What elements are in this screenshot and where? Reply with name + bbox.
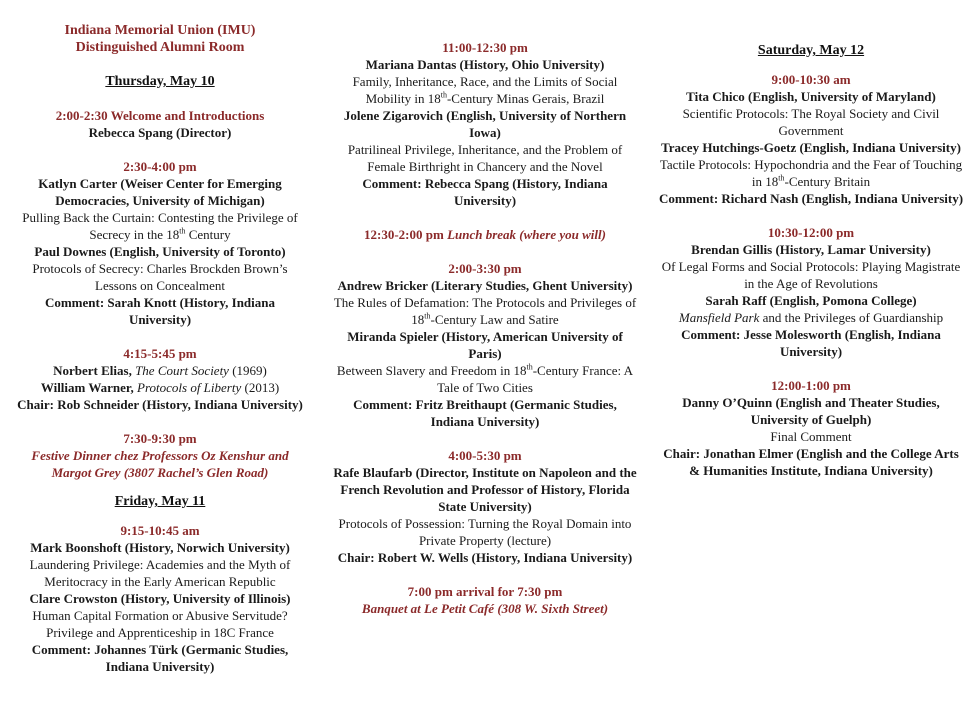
reading-item: Norbert Elias, The Court Society (1969) xyxy=(53,363,267,378)
session-thursday-welcome xyxy=(14,107,306,141)
event-friday-banquet xyxy=(332,583,638,617)
paper-title: Human Capital Formation or Abusive Servitude? Privilege and Apprenticeship in 18C France xyxy=(32,608,288,640)
paper-title: Family, Inheritance, Race, and the Limits of Social Mobility in 18th-Century Minas Gerais, Brazil xyxy=(352,74,618,106)
paper-title: Between Slavery and Freedom in 18th-Century France: A Tale of Two Cities xyxy=(336,362,634,395)
paper-title: The Rules of Defamation: The Protocols and Privileges of 18th-Century Law and Satire xyxy=(333,295,637,327)
session-chair: Chair: Jonathan Elmer (English and the College Arts & Humanities Institute, Indiana University) xyxy=(663,446,959,478)
speaker-name: Paul Downes (English, University of Toronto) xyxy=(34,244,286,259)
paper-title: Final Comment xyxy=(770,429,852,444)
speaker-name: Rebecca Spang (Director) xyxy=(88,125,232,140)
event-thursday-dinner xyxy=(14,430,306,481)
session-chair: Chair: Robert W. Wells (History, Indiana University) xyxy=(337,550,633,565)
session-time: 2:00-3:30 pm xyxy=(448,261,522,276)
event-description: Festive Dinner chez Professors Oz Kenshur and Margot Grey (3807 Rachel’s Glen Road) xyxy=(31,448,289,480)
paper-title: Of Legal Forms and Social Protocols: Playing Magistrate in the Age of Revolutions xyxy=(661,259,961,291)
speaker-name: Rafe Blaufarb (Director, Institute on Napoleon and the French Revolution and Professor of History, Florida State University) xyxy=(333,465,637,514)
speaker-name: Clare Crowston (History, University of Illinois) xyxy=(29,591,291,606)
session-comment: Comment: Richard Nash (English, Indiana University) xyxy=(658,191,964,206)
column-2 xyxy=(332,39,638,617)
session-comment: Comment: Jesse Molesworth (English, Indiana University) xyxy=(681,327,941,359)
event-description: Banquet at Le Petit Café (308 W. Sixth Street) xyxy=(361,601,609,616)
speaker-name: Andrew Bricker (Literary Studies, Ghent University) xyxy=(337,278,633,293)
venue-name: Indiana Memorial Union (IMU) xyxy=(64,23,256,38)
speaker-name: Brendan Gillis (History, Lamar University) xyxy=(691,242,931,257)
session-time: 7:30-9:30 pm xyxy=(123,431,197,446)
paper-title: Protocols of Possession: Turning the Royal Domain into Private Property (lecture) xyxy=(338,516,632,548)
session-friday-1 xyxy=(14,522,306,675)
speaker-name: Tita Chico (English, University of Maryland) xyxy=(686,89,936,104)
session-comment: Comment: Fritz Breithaupt (Germanic Studies, Indiana University) xyxy=(353,397,617,429)
lunch-line: 12:30-2:00 pm Lunch break (where you will) xyxy=(364,227,606,242)
paper-title: Tactile Protocols: Hypochondria and the Fear of Touching in 18th-Century Britain xyxy=(659,157,963,189)
speaker-name: Sarah Raff (English, Pomona College) xyxy=(705,293,917,308)
session-friday-4 xyxy=(332,447,638,566)
session-saturday-3 xyxy=(658,377,964,479)
session-thursday-2 xyxy=(14,345,306,413)
session-time: 2:00-2:30 Welcome and Introductions xyxy=(55,108,265,123)
speaker-name: Danny O’Quinn (English and Theater Studies, University of Guelph) xyxy=(682,395,940,427)
speaker-name: Katlyn Carter (Weiser Center for Emerging Democracies, University of Michigan) xyxy=(38,176,282,208)
event-friday-lunch xyxy=(332,226,638,243)
session-time: 12:00-1:00 pm xyxy=(771,378,851,393)
session-comment: Comment: Sarah Knott (History, Indiana University) xyxy=(44,295,276,327)
column-3 xyxy=(658,42,964,479)
paper-title: Pulling Back the Curtain: Contesting the Privilege of Secrecy in the 18th Century xyxy=(22,210,298,242)
speaker-name: Tracey Hutchings-Goetz (English, Indiana University) xyxy=(661,140,961,155)
reading-item: William Warner, Protocols of Liberty (2013) xyxy=(40,380,280,395)
session-time: 9:15-10:45 am xyxy=(120,523,200,538)
session-time: 7:00 pm arrival for 7:30 pm xyxy=(407,584,563,599)
session-time: 4:00-5:30 pm xyxy=(448,448,522,463)
session-time: 2:30-4:00 pm xyxy=(123,159,197,174)
session-time: 9:00-10:30 am xyxy=(771,72,851,87)
session-comment: Comment: Johannes Türk (Germanic Studies, Indiana University) xyxy=(31,642,289,674)
paper-title: Patrilineal Privilege, Inheritance, and the Problem of Female Birthright in Chancery and the Novel xyxy=(347,142,623,174)
session-time: 11:00-12:30 pm xyxy=(442,40,528,55)
speaker-name: Mariana Dantas (History, Ohio University) xyxy=(365,57,605,72)
session-comment: Comment: Rebecca Spang (History, Indiana University) xyxy=(362,176,608,208)
session-time: 4:15-5:45 pm xyxy=(123,346,197,361)
session-friday-3 xyxy=(332,260,638,430)
paper-title: Laundering Privilege: Academies and the Myth of Meritocracy in the Early American Republic xyxy=(29,557,291,589)
session-time: 10:30-12:00 pm xyxy=(767,225,855,240)
venue-room: Distinguished Alumni Room xyxy=(75,40,245,55)
speaker-name: Miranda Spieler (History, American University of Paris) xyxy=(347,329,623,361)
day-heading-saturday: Saturday, May 12 xyxy=(757,43,865,58)
session-friday-2 xyxy=(332,39,638,209)
speaker-name: Mark Boonshoft (History, Norwich University) xyxy=(30,540,290,555)
paper-title: Protocols of Secrecy: Charles Brockden Brown’s Lessons on Concealment xyxy=(32,261,288,293)
session-saturday-1 xyxy=(658,71,964,207)
session-chair: Chair: Rob Schneider (History, Indiana University) xyxy=(17,397,303,412)
day-heading-thursday: Thursday, May 10 xyxy=(105,74,215,89)
speaker-name: Jolene Zigarovich (English, University of Northern Iowa) xyxy=(343,108,627,140)
day-heading-friday: Friday, May 11 xyxy=(114,494,206,509)
session-thursday-1 xyxy=(14,158,306,328)
session-saturday-2 xyxy=(658,224,964,360)
paper-title: Scientific Protocols: The Royal Society and Civil Government xyxy=(682,106,940,138)
paper-title: Mansfield Park and the Privileges of Guardianship xyxy=(678,310,944,325)
column-1 xyxy=(14,22,306,675)
